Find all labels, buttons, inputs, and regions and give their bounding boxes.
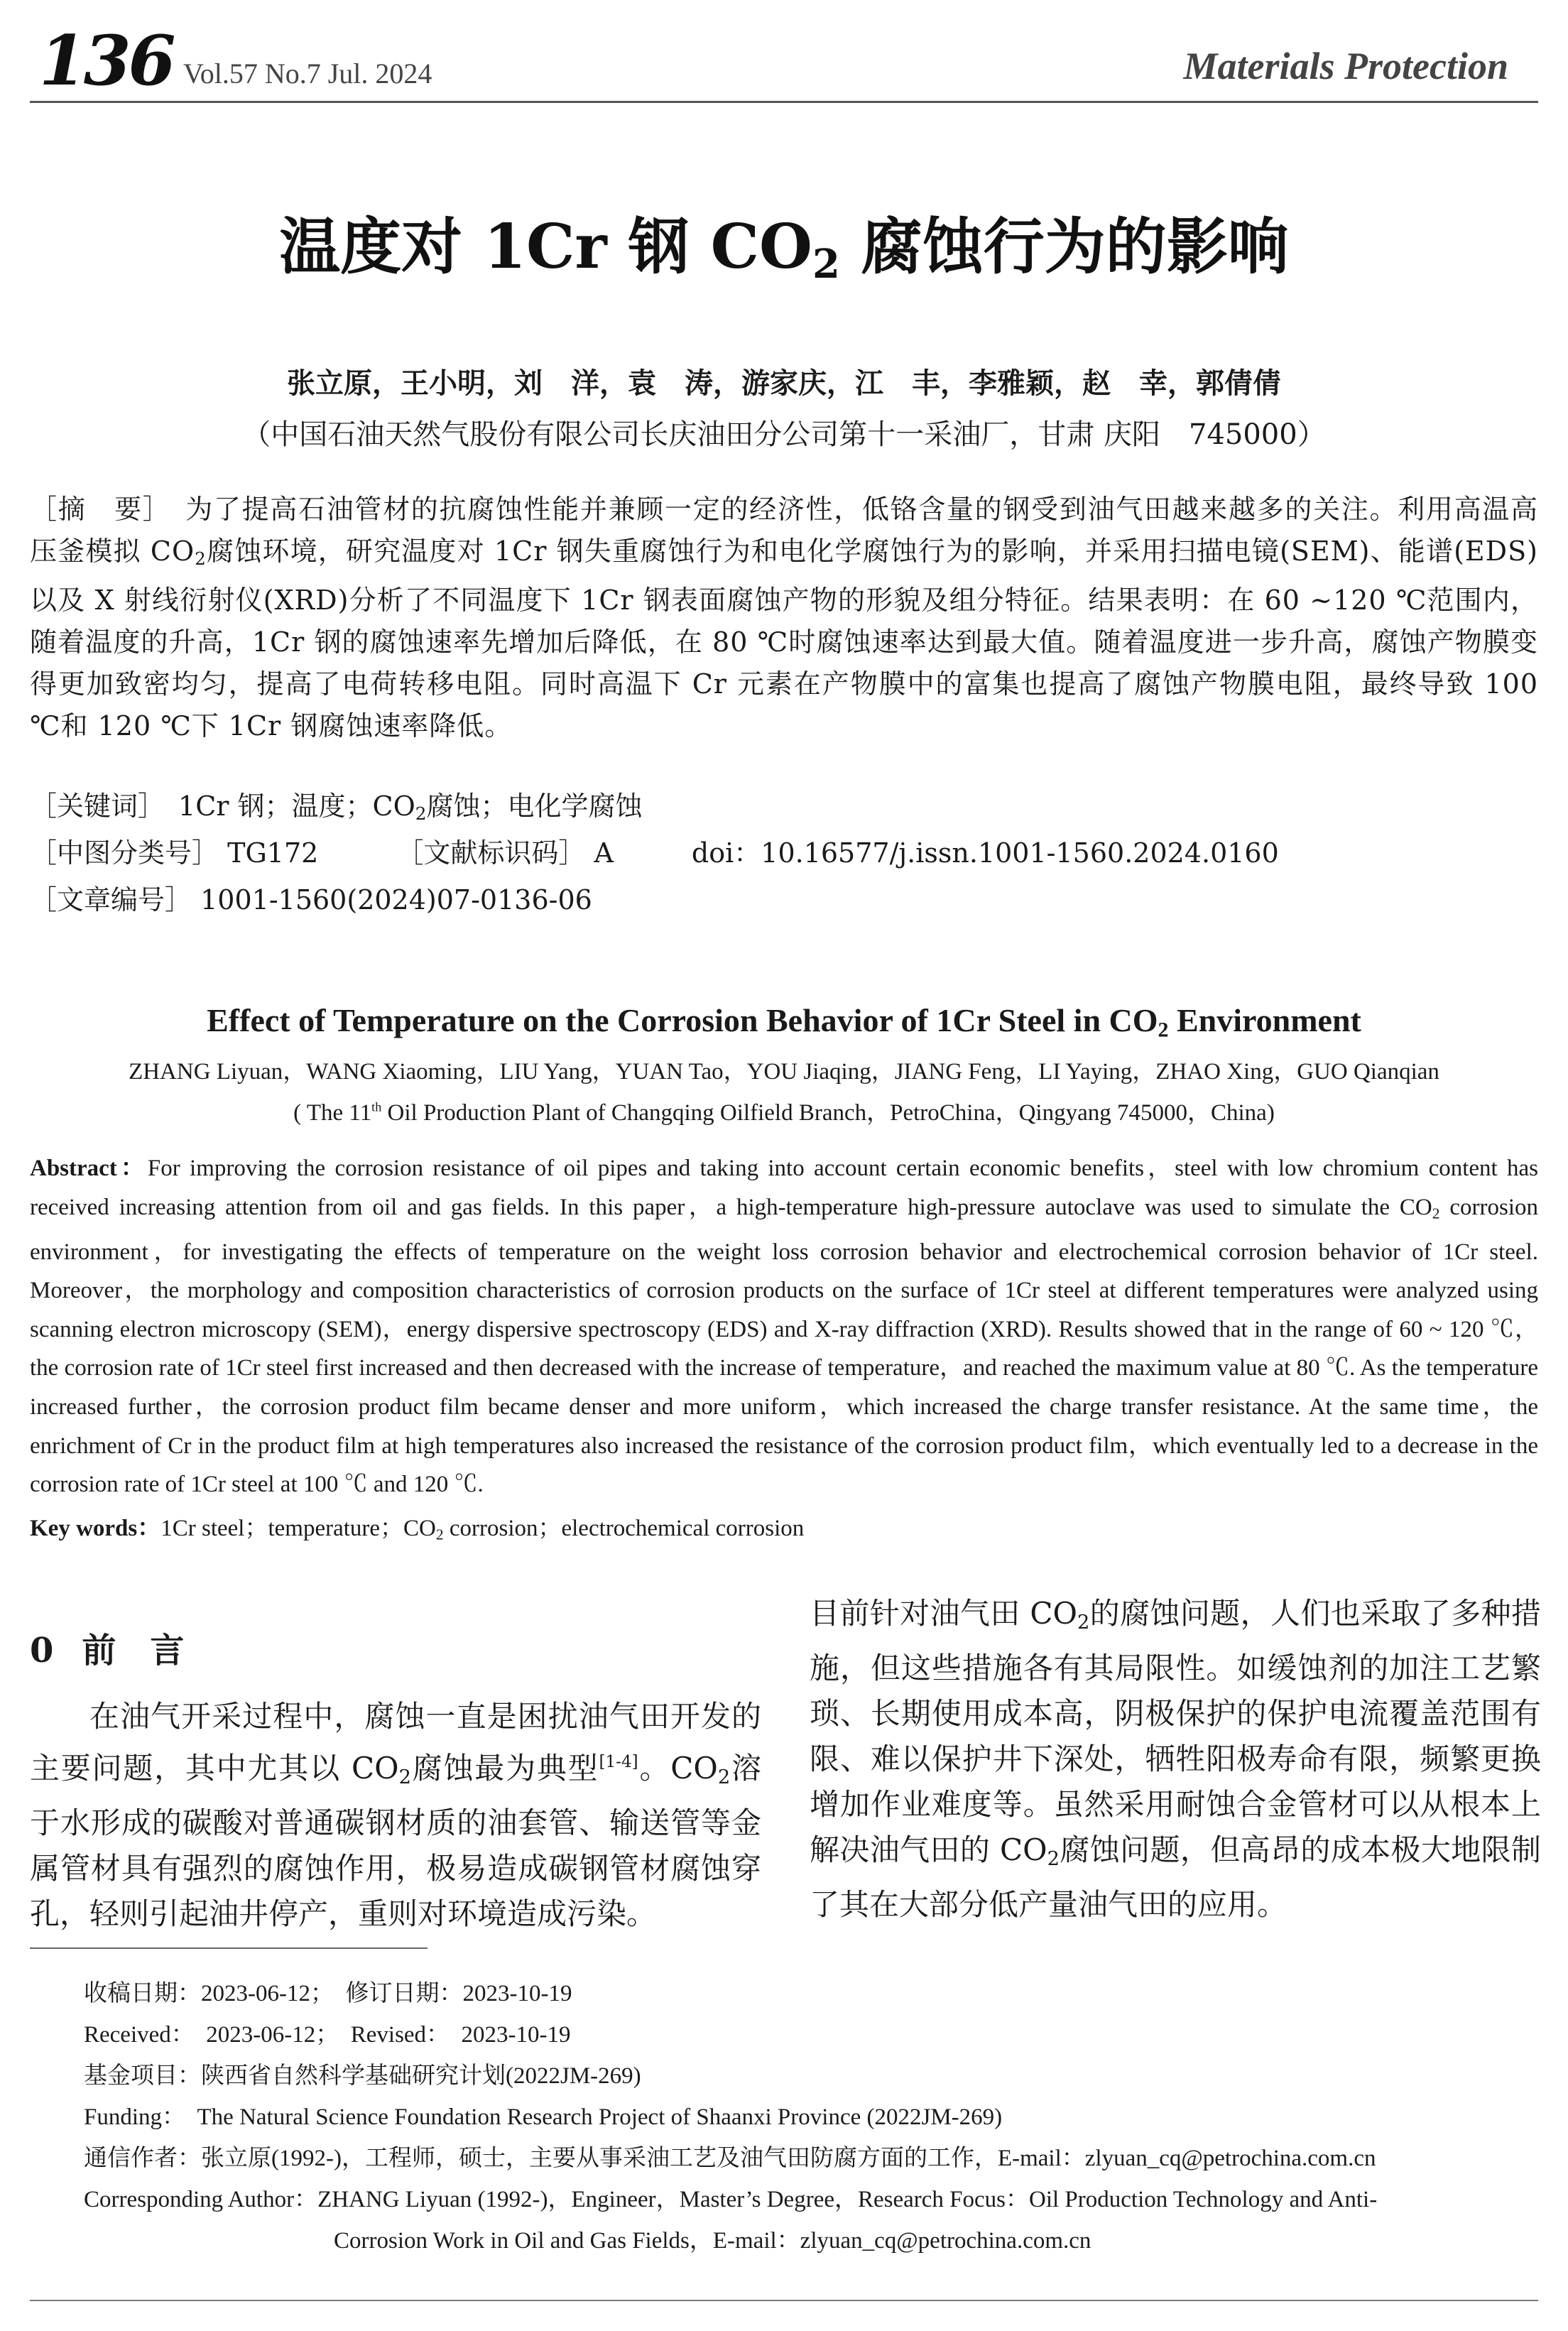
article-number: ［文章编号］ 1001-1560(2024)07-0136-06 (30, 884, 592, 915)
issue-info: Vol.57 No.7 Jul. 2024 (183, 58, 432, 89)
abstract-cn: ［摘 要］ 为了提高石油管材的抗腐蚀性能并兼顾一定的经济性，低铬含量的钢受到油气田越来越多的关注。利用高温高压釜模拟 $CO_2$腐蚀环境，研究温度对 1Cr 钢失重腐蚀行为和电化学腐蚀行为的影响，并采用扫描电镜(SEM)、能谱(EDS)以及 X 射线衍射仪(XRD)分析了不同温度下 1Cr 钢表面腐蚀产物的形貌及组分特征。结果表明：在 60 ~120 ℃范围内，随着温度的升高，1Cr 钢的腐蚀速率先增加后降低，在 80 ℃时腐蚀速率达到最大值。随着温度进一步升高，腐蚀产物膜变得更加致密均匀，提高了电荷转移电阻。同时高温下 Cr 元素在产物膜中的富集也提高了腐蚀产物膜电阻，最终导致 100 ℃和 120 ℃下 1Cr 钢腐蚀速率降低。 (30, 494, 1538, 742)
affiliation-en: ( The 11th Oil Production Plant of Changqing Oilfield Branch，PetroChina，Qingyang 745000，China) (293, 1099, 1275, 1126)
funding-en: Funding： The Natural Science Foundation Research Project of Shaanxi Province (2022JM-269) (84, 2104, 1003, 2130)
keywords-en: Key words：1Cr steel；temperature；$CO_2$ corrosion；electrochemical corrosion (30, 1516, 805, 1543)
keywords-cn: ［关键词］ 1Cr 钢；温度；$CO_2$腐蚀；电化学腐蚀 (30, 790, 643, 825)
affiliation-cn: （中国石油天然气股份有限公司长庆油田分公司第十一采油厂，甘肃 庆阳 745000） (242, 418, 1326, 451)
doi: doi：10.16577/j.issn.1001-1560.2024.0160 (691, 837, 1279, 869)
journal-name: Materials Protection (1183, 45, 1508, 87)
section-heading: 0 前 言 (30, 1631, 185, 1670)
corresponding-en: Corresponding Author：ZHANG Liyuan (1992-)，Engineer，Master’s Degree，Research Focus：Oil Production Technology and Anti- (84, 2187, 1378, 2212)
authors-cn: 张立原，王小明，刘 洋，袁 涛，游家庆，江 丰，李雅颖，赵 幸，郭倩倩 (287, 367, 1281, 400)
body-left-column: 在油气开采过程中，腐蚀一直是困扰油气田开发的主要问题，其中尤其以 $CO_2$腐蚀最为典型[1-4]。$CO_2$溶于水形成的碳酸对普通碳钢材质的油套管、输送管等金属管材具有强烈的腐蚀作用，极易造成碳钢管材腐蚀穿孔，轻则引起油井停产，重则对环境造成污染。 (30, 1699, 761, 1931)
footnote-rule (30, 1947, 428, 1949)
header-rule (30, 101, 1538, 103)
corresponding-en-continued: Corrosion Work in Oil and Gas Fields，E-mail：zlyuan_cq@petrochina.com.cn (334, 2228, 1091, 2254)
page-number: 136 (39, 21, 173, 101)
abstract-en: Abstract：For improving the corrosion resistance of oil pipes and taking into account certain economic benefits，steel with low chromium content has received increasing attention from oil and gas fields. In this paper，a high-temperature high-pressure autoclave was used to simulate the $CO_2$ corrosion environment，for investigating the effects of temperature on the weight loss corrosion behavior and electrochemical corrosion behavior of 1Cr steel. Moreover，the morphology and composition characteristics of corrosion products on the surface of 1Cr steel at different temperatures were analyzed using scanning electron microscopy (SEM)，energy dispersive spectroscopy (EDS) and X-ray diffraction (XRD). Results showed that in the range of 60 ~ 120 ℃，the corrosion rate of 1Cr steel first increased and then decreased with the increase of temperature，and reached the maximum value at 80 ℃. As the temperature increased further，the corrosion product film became denser and more uniform，which increased the charge transfer resistance. At the same time，the enrichment of Cr in the product film at high temperatures also increased the resistance of the corrosion product film，which eventually led to a decrease in the corrosion rate of 1Cr steel at 100 ℃ and 120 ℃. (30, 1156, 1538, 1498)
title-en: Effect of Temperature on the Corrosion Behavior of 1Cr Steel in $CO_2$ Environment (207, 1002, 1361, 1042)
abstract-cn-label: ［摘 要］ (30, 494, 158, 525)
funding-cn: 基金项目：陕西省自然科学基础研究计划(2022JM-269) (84, 2063, 641, 2089)
authors-en: ZHANG Liyuan，WANG Xiaoming，LIU Yang，YUAN Tao，YOU Jiaqing，JIANG Feng，LI Yaying，ZHAO Xing，GUO Qianqian (129, 1059, 1439, 1085)
body-right-column: 目前针对油气田 $CO_2$的腐蚀问题，人们也采取了多种措施，但这些措施各有其局限性。如缓蚀剂的加注工艺繁琐、长期使用成本高，阴极保护的保护电流覆盖范围有限、难以保护井下深处，牺牲阳极寿命有限，频繁更换增加作业难度等。虽然采用耐蚀合金管材可以从根本上解决油气田的 $CO_2$腐蚀问题，但高昂的成本极大地限制了其在大部分低产量油气田的应用。 (810, 1596, 1541, 1922)
received-en: Received： 2023-06-12； Revised： 2023-10-19 (84, 2022, 571, 2048)
classification-row: ［中图分类号］ TG172 ［文献标识码］ A doi：10.16577/j.issn.1001-1560.2024.0160 (30, 837, 1279, 869)
citation: [1-4] (599, 1753, 638, 1771)
corresponding-cn: 通信作者：张立原(1992-)，工程师，硕士，主要从事采油工艺及油气田防腐方面的工作，E-mail：zlyuan_cq@petrochina.com.cn (84, 2146, 1376, 2171)
received-cn: 收稿日期：2023-06-12； 修订日期：2023-10-19 (84, 1981, 572, 2006)
abstract-en-label: Abstract： (30, 1156, 148, 1181)
footer-rule (30, 2300, 1538, 2301)
title-cn: 温度对 1Cr 钢 $CO_2$ 腐蚀行为的影响 (279, 211, 1289, 288)
